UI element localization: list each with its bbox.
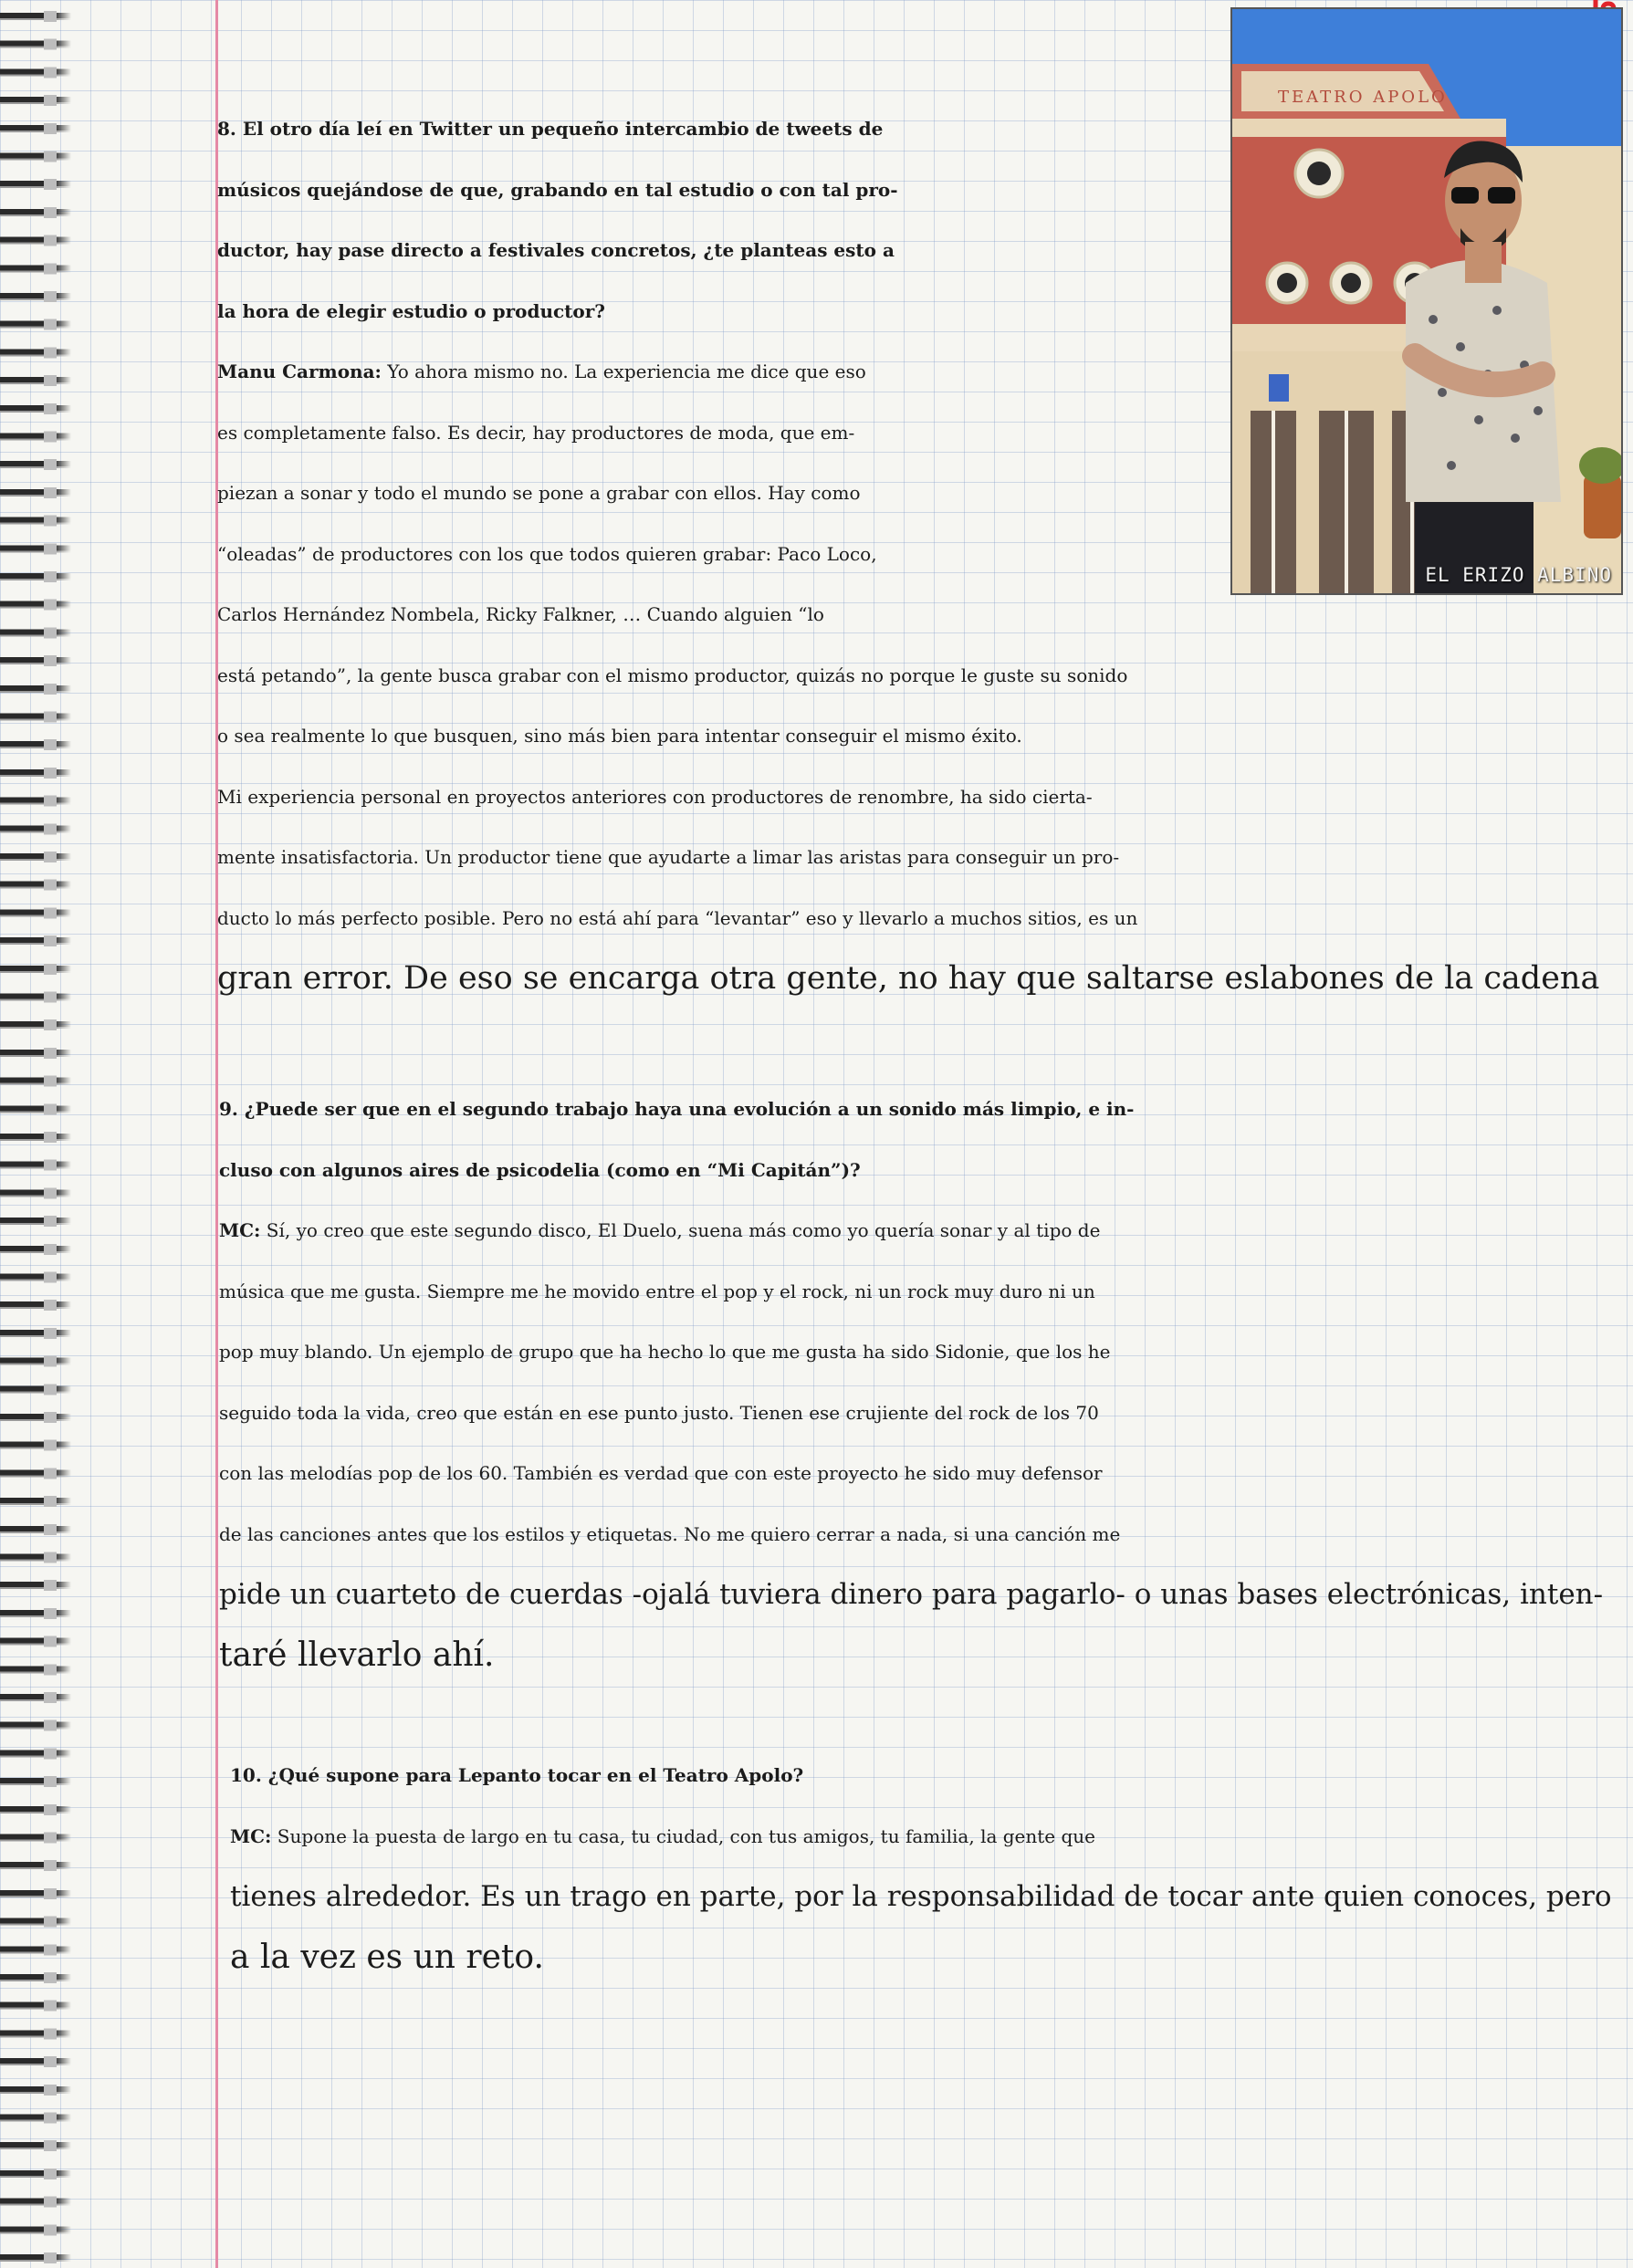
answer-line: tienes alrededor. Es un trago en parte, por la responsabilidad de tocar ante quien conoces, pero (230, 1880, 1612, 1913)
answer-8 (217, 341, 1599, 1009)
answer-line: música que me gusta. Siempre me he movido entre el pop y el rock, ni un rock muy duro ni un (219, 1280, 1095, 1302)
spiral-binding (0, 0, 71, 2268)
question-8 (217, 99, 1599, 341)
question-10 (230, 1745, 1612, 1806)
question-9-section (219, 1079, 1603, 1686)
answer-line: gran error. De eso se encarga otra gente, no hay que saltarse eslabones de la cadena (217, 960, 1600, 997)
answer-line: ducto lo más perfecto posible. Pero no está ahí para “levantar” eso y llevarlo a muchos sitios, es un (217, 906, 1138, 929)
answer-line: Carlos Hernández Nombela, Ricky Falkner, … Cuando alguien “lo (217, 603, 824, 625)
answer-line: a la vez es un reto. (230, 1938, 544, 1976)
answer-line: Mi experiencia personal en proyectos anteriores con productores de renombre, ha sido cierta- (217, 785, 1093, 808)
speaker-name: Manu Carmona: (217, 361, 382, 382)
answer-line (217, 341, 1599, 402)
answer-text: Sí, yo creo que este segundo disco, El Duelo, suena más como yo quería sonar y al tipo de (260, 1219, 1101, 1241)
answer-10 (230, 1806, 1612, 1989)
answer-line: “oleadas” de productores con los que todos quieren grabar: Paco Loco, (217, 542, 877, 565)
question-line: la hora de elegir estudio o productor? (217, 299, 606, 322)
question-10-section (230, 1745, 1612, 1988)
answer-line: pide un cuarteto de cuerdas -ojalá tuviera dinero para pagarlo- o unas bases electrónicas, inten- (219, 1578, 1604, 1611)
question-line: músicos quejándose de que, grabando en tal estudio o con tal pro- (217, 178, 898, 201)
answer-line: o sea realmente lo que busquen, sino más bien para intentar conseguir el mismo éxito. (217, 725, 1022, 747)
question-line: 8. El otro día leí en Twitter un pequeño intercambio de tweets de (217, 118, 884, 140)
answer-line: está petando”, la gente busca grabar con el mismo productor, quizás no porque le guste su sonido (217, 664, 1128, 686)
answer-line: de las canciones antes que los estilos y etiquetas. No me quiero cerrar a nada, si una canción me (219, 1522, 1121, 1545)
answer-text: Yo ahora mismo no. La experiencia me dice que eso (381, 361, 866, 382)
theater-sign: TEATRO APOLO (1278, 88, 1448, 107)
question-line: cluso con algunos aires de psicodelia (como en “Mi Capitán”)? (219, 1158, 861, 1181)
photo-caption: EL ERIZO ALBINO (1425, 564, 1612, 586)
answer-line (219, 1200, 1603, 1261)
answer-line: pop muy blando. Un ejemplo de grupo que ha hecho lo que me gusta ha sido Sidonie, que los he (219, 1341, 1111, 1363)
question-line: 10. ¿Qué supone para Lepanto tocar en el Teatro Apolo? (230, 1764, 804, 1786)
question-8-section (217, 99, 1599, 1009)
question-line: 9. ¿Puede ser que en el segundo trabajo haya una evolución a un sonido más limpio, e in- (219, 1098, 1135, 1120)
answer-line: mente insatisfactoria. Un productor tiene que ayudarte a limar las aristas para conseguir un pro- (217, 846, 1120, 868)
answer-line: piezan a sonar y todo el mundo se pone a grabar con ellos. Hay como (217, 482, 861, 504)
answer-line: es completamente falso. Es decir, hay productores de moda, que em- (217, 421, 855, 444)
answer-9 (219, 1200, 1603, 1686)
answer-line: con las melodías pop de los 60. También es verdad que con este proyecto he sido muy defensor (219, 1462, 1103, 1484)
binding-holes (44, 0, 57, 2268)
answer-text: Supone la puesta de largo en tu casa, tu ciudad, con tus amigos, tu familia, la gente que (271, 1824, 1096, 1847)
question-9 (219, 1079, 1603, 1200)
speaker-name: MC: (230, 1824, 272, 1847)
answer-line (230, 1806, 1612, 1867)
answer-line: seguido toda la vida, creo que están en ese punto justo. Tienen ese crujiente del rock de los 70 (219, 1401, 1099, 1424)
answer-line: taré llevarlo ahí. (219, 1636, 495, 1674)
question-line: ductor, hay pase directo a festivales concretos, ¿te planteas esto a (217, 239, 895, 261)
speaker-name: MC: (219, 1219, 261, 1241)
